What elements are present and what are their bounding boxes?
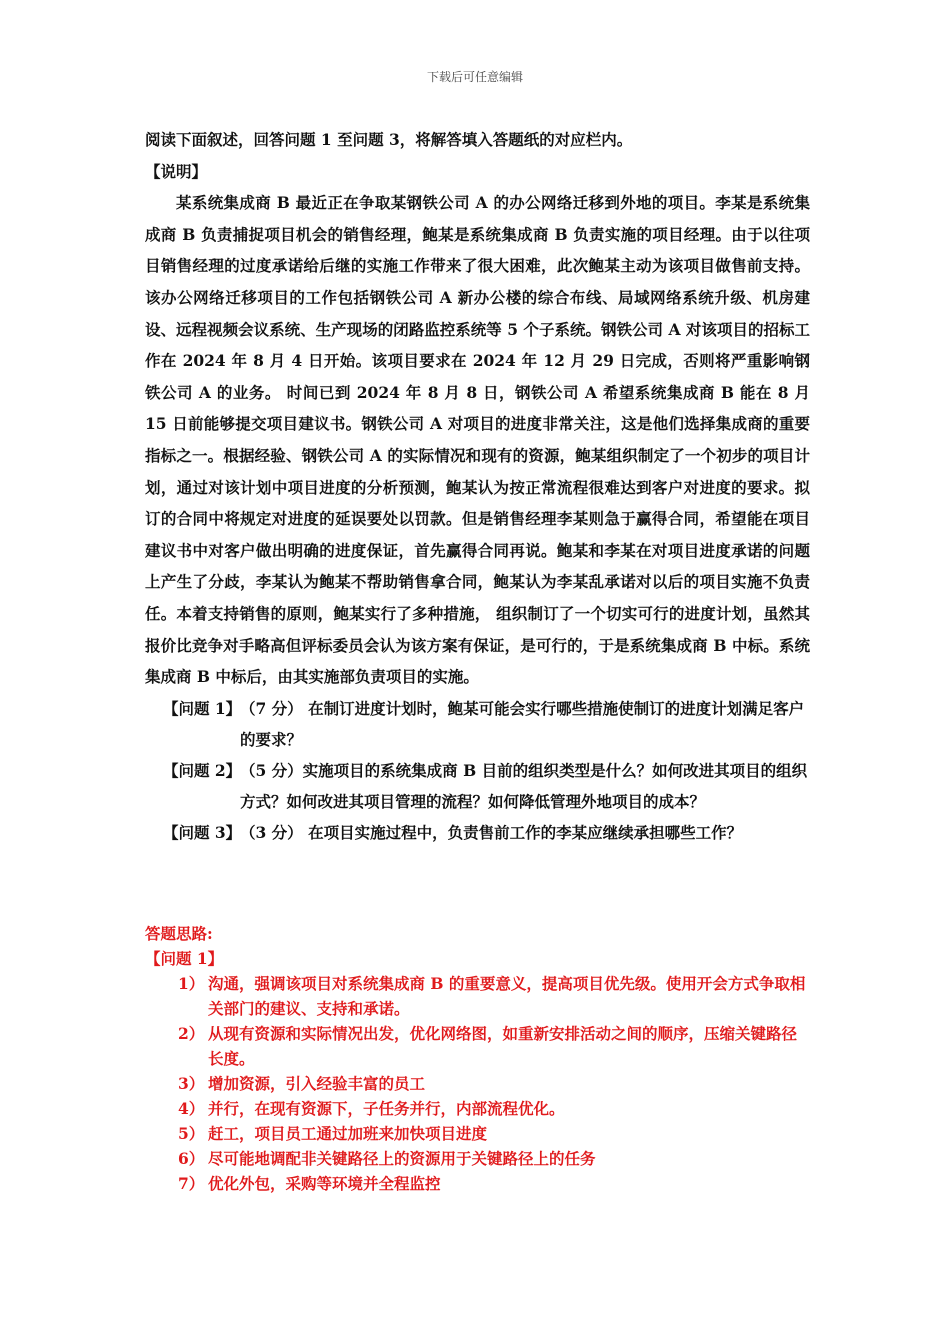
scenario-paragraph: 某系统集成商 B 最近正在争取某钢铁公司 A 的办公网络迁移到外地的项目。李某是系统集成商 B 负责捕捉项目机会的销售经理，鲍某是系统集成商 B 负责实施的项目经理。由于以往项目销售经理的过度承诺给后继的实施工作带来了很大困难，此次鲍某主动为该项目做售前支持。该办公网络迁移项目的工作包括钢铁公司 A 新办公楼的综合布线、局域网络系统升级、机房建设、远程视频会议系统、生产现场的闭路监控系统等 5 个子系统。钢铁公司 A 对该项目的招标工作在 2024 年 8 月 4 日开始。该项目要求在 2024 年 12 月 29 日完成，否则将严重影响钢铁公司 A 的业务。 时间已到 2024 年 8 月 8 日，钢铁公司 A 希望系统集成商 B 能在 8 月 15 日前能够提交项目建议书。钢铁公司 A 对项目的进度非常关注，这是他们选择集成商的重要指标之一。根据经验、钢铁公司 A 的实际情况和现有的资源，鲍某组织制定了一个初步的项目计划，通过对该计划中项目进度的分析预测，鲍某认为按正常流程很难达到客户对进度的要求。拟订的合同中将规定对进度的延误要处以罚款。但是销售经理李某则急于赢得合同，希望能在项目建议书中对客户做出明确的进度保证，首先赢得合同再说。鲍某和李某在对项目进度承诺的问题上产生了分歧，李某认为鲍某不帮助销售拿合同，鲍某认为李某乱承诺对以后的项目实施不负责任。本着支持销售的原则，鲍某实行了多种措施， 组织制订了一个切实可行的进度计划，虽然其报价比竞争对手略高但评标委员会认为该方案有保证，是可行的，于是系统集成商 B 中标。系统集成商 B 中标后，由其实施部负责项目的实施。 <box>145 193 810 687</box>
answer-item-number: 5） <box>178 1124 205 1143</box>
answer-section <box>145 921 810 1196</box>
question-content <box>145 124 810 848</box>
answer-title: 答题思路: <box>145 924 213 943</box>
answer-item-number: 4） <box>178 1099 205 1118</box>
answer-item-text: 沟通，强调该项目对系统集成商 B 的重要意义，提高项目优先级。使用开会方式争取相关部门的建议、支持和承诺。 <box>208 974 806 1018</box>
answer-item-5 <box>145 1121 810 1146</box>
answer-item-text: 增加资源，引入经验丰富的员工 <box>208 1074 426 1093</box>
answer-item-text: 从现有资源和实际情况出发，优化网络图，如重新安排活动之间的顺序，压缩关键路径长度。 <box>208 1024 798 1068</box>
answer-item-text: 并行，在现有资源下，子任务并行，内部流程优化。 <box>208 1099 565 1118</box>
question-3-text: （3 分） 在项目实施过程中，负责售前工作的李某应继续承担哪些工作？ <box>240 822 743 842</box>
question-2-text: （5 分）实施项目的系统集成商 B 目前的组织类型是什么？如何改进其项目的组织方式？如何改进其项目管理的流程？如何降低管理外地项目的成本？ <box>240 760 808 811</box>
explain-label: 【说明】 <box>145 161 208 181</box>
answer-item-number: 6） <box>178 1149 205 1168</box>
answer-item-number: 2） <box>178 1024 205 1043</box>
answer-q1-label: 【问题 1】 <box>145 949 224 968</box>
answer-item-2 <box>145 1021 810 1071</box>
question-1-label: 【问题 1】 <box>163 698 242 718</box>
answer-item-1 <box>145 971 810 1021</box>
answer-item-3 <box>145 1071 810 1096</box>
answer-item-number: 3） <box>178 1074 205 1093</box>
answer-item-4 <box>145 1096 810 1121</box>
answer-list <box>145 971 810 1196</box>
question-1 <box>145 693 810 755</box>
question-2-label: 【问题 2】 <box>163 760 242 780</box>
question-2 <box>145 755 810 817</box>
answer-item-text: 优化外包，采购等环境并全程监控 <box>208 1174 441 1193</box>
page-header: 下载后可任意编辑 <box>426 70 523 84</box>
question-1-text: （7 分） 在制订进度计划时，鲍某可能会实行哪些措施使制订的进度计划满足客户的要求？ <box>240 698 805 749</box>
answer-item-number: 7） <box>178 1174 205 1193</box>
question-3-label: 【问题 3】 <box>163 822 242 842</box>
intro-text: 阅读下面叙述，回答问题 1 至问题 3，将解答填入答题纸的对应栏内。 <box>145 130 633 149</box>
question-3 <box>145 817 810 848</box>
answer-item-6 <box>145 1146 810 1171</box>
answer-item-number: 1） <box>178 974 205 993</box>
answer-item-7 <box>145 1171 810 1196</box>
answer-item-text: 尽可能地调配非关键路径上的资源用于关键路径上的任务 <box>208 1149 596 1168</box>
answer-item-text: 赶工，项目员工通过加班来加快项目进度 <box>208 1124 488 1143</box>
